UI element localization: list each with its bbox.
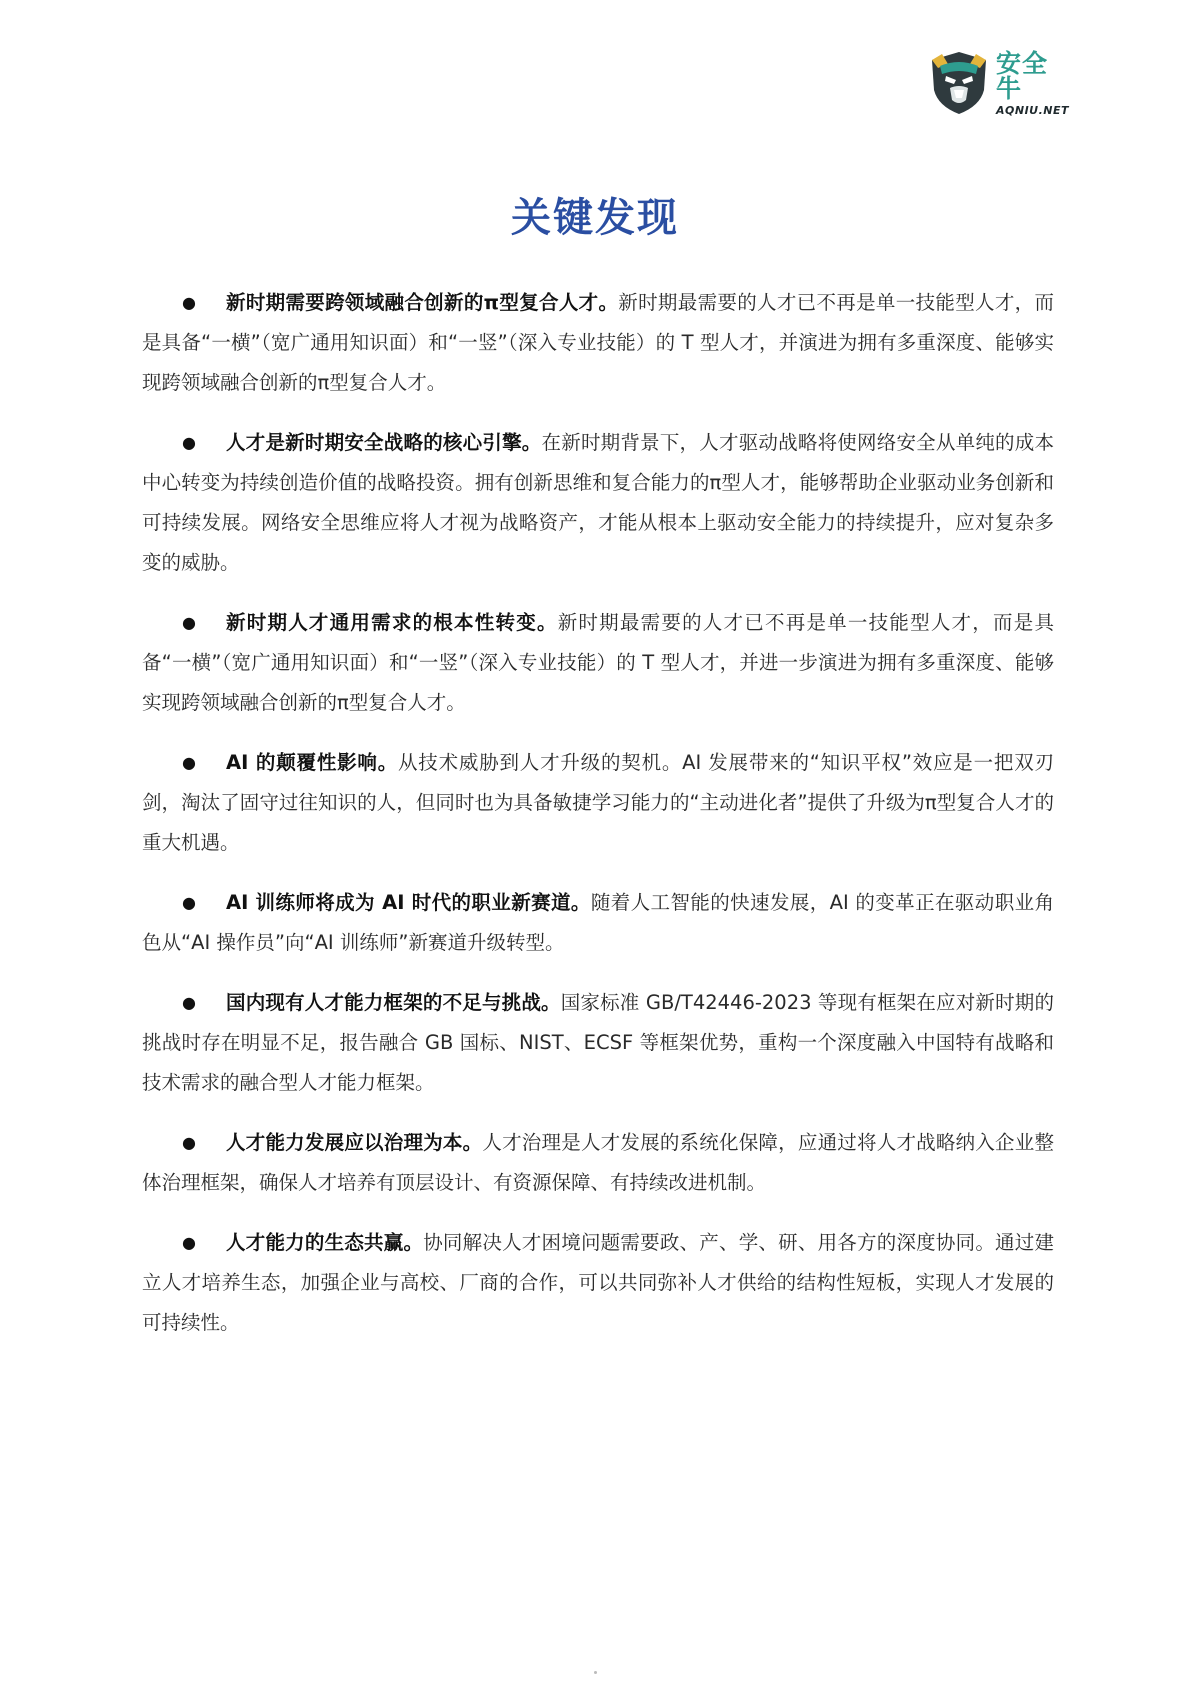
finding-lead: 国内现有人才能力框架的不足与挑战。	[226, 991, 561, 1014]
header-logo	[928, 48, 1068, 118]
bullet-icon: ●	[182, 993, 196, 1012]
finding-item	[142, 603, 1054, 723]
finding-lead: 新时期需要跨领域融合创新的π型复合人才。	[226, 291, 619, 314]
key-findings-list	[142, 283, 1054, 1363]
finding-item	[142, 1223, 1054, 1343]
finding-body: 新时期最需要的人才已不再是单一技能型人才，而是具备“一横”（宽广通用知识面）和“一竖”（深入专业技能）的 T 型人才，并演进为拥有多重深度、能够实现跨领域融合创新的π型复合人才。	[142, 291, 1054, 394]
brand-name-cn: 安全牛	[996, 48, 1049, 103]
bullet-icon: ●	[182, 613, 196, 632]
bullet-icon: ●	[182, 293, 196, 312]
finding-lead: 人才能力的生态共赢。	[226, 1231, 424, 1254]
bull-shield-logo-icon	[928, 50, 990, 116]
bullet-icon: ●	[182, 433, 196, 452]
bullet-icon: ●	[182, 1133, 196, 1152]
finding-lead: 人才能力发展应以治理为本。	[226, 1131, 483, 1154]
finding-lead: 新时期人才通用需求的根本性转变。	[226, 611, 558, 634]
finding-item	[142, 883, 1054, 963]
finding-body: 人才治理是人才发展的系统化保障，应通过将人才战略纳入企业整体治理框架，确保人才培养有顶层设计、有资源保障、有持续改进机制。	[142, 1131, 1054, 1194]
finding-item	[142, 283, 1054, 403]
finding-item	[142, 423, 1054, 583]
finding-body: 新时期最需要的人才已不再是单一技能型人才，而是具备“一横”（宽广通用知识面）和“一竖”（深入专业技能）的 T 型人才，并进一步演进为拥有多重深度、能够实现跨领域融合创新的π型复合人才。	[142, 611, 1054, 714]
finding-lead: AI 训练师将成为 AI 时代的职业新赛道。	[226, 891, 591, 914]
finding-item	[142, 743, 1054, 863]
finding-lead: 人才是新时期安全战略的核心引擎。	[226, 431, 542, 454]
bullet-icon: ●	[182, 1233, 196, 1252]
finding-body: 从技术威胁到人才升级的契机。AI 发展带来的“知识平权”效应是一把双刃剑，淘汰了固守过往知识的人，但同时也为具备敏捷学习能力的“主动进化者”提供了升级为π型复合人才的重大机遇。	[142, 751, 1054, 854]
finding-lead: AI 的颠覆性影响。	[226, 751, 399, 774]
page-marker	[594, 1671, 597, 1674]
page-title: 关键发现	[511, 195, 679, 241]
brand-name-en: AQNIU.NET	[996, 103, 1069, 117]
bullet-icon: ●	[182, 753, 196, 772]
bullet-icon: ●	[182, 893, 196, 912]
finding-body: 国家标准 GB/T42446-2023 等现有框架在应对新时期的挑战时存在明显不足，报告融合 GB 国标、NIST、ECSF 等框架优势，重构一个深度融入中国特有战略和技术需求的融合型人才能力框架。	[142, 991, 1054, 1094]
finding-body: 协同解决人才困境问题需要政、产、学、研、用各方的深度协同。通过建立人才培养生态，加强企业与高校、厂商的合作，可以共同弥补人才供给的结构性短板，实现人才发展的可持续性。	[142, 1231, 1054, 1334]
finding-body: 在新时期背景下，人才驱动战略将使网络安全从单纯的成本中心转变为持续创造价值的战略投资。拥有创新思维和复合能力的π型人才，能够帮助企业驱动业务创新和可持续发展。网络安全思维应将人才视为战略资产，才能从根本上驱动安全能力的持续提升，应对复杂多变的威胁。	[142, 431, 1054, 574]
finding-item	[142, 983, 1054, 1103]
finding-body: 随着人工智能的快速发展，AI 的变革正在驱动职业角色从“AI 操作员”向“AI 训练师”新赛道升级转型。	[142, 891, 1054, 954]
finding-item	[142, 1123, 1054, 1203]
